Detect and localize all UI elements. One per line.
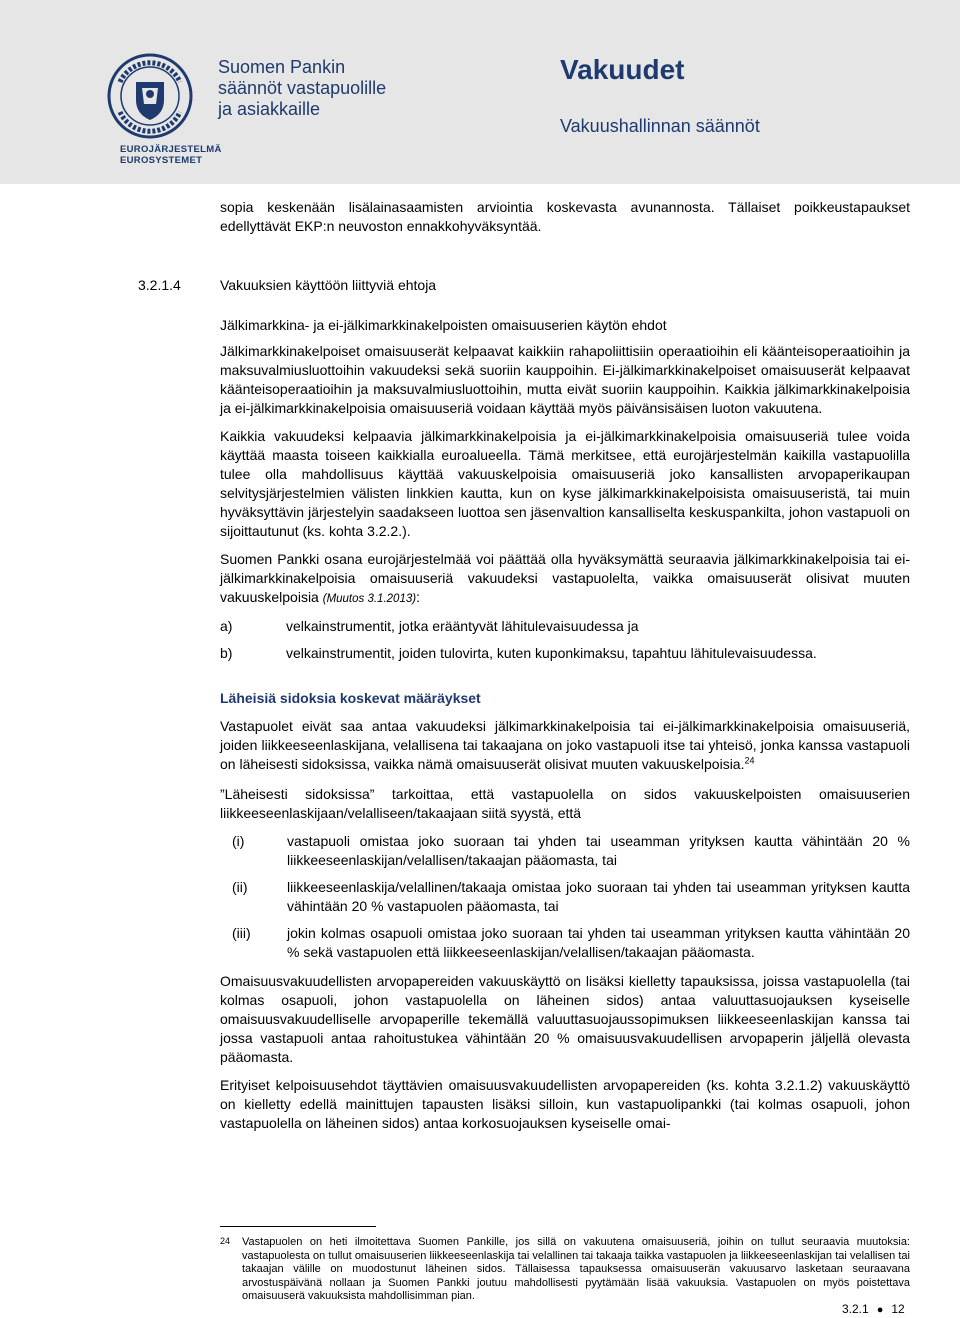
- list-text-i: vastapuoli omistaa joko suoraan tai yhden tai useamman yrityksen kautta vähintään 20 % liikkeeseenlaskijan/velallisen/takaajan pääomasta, tai: [287, 833, 910, 868]
- list-label-ii: (ii): [232, 879, 248, 895]
- suomen-pankki-seal-icon: [100, 52, 200, 144]
- footnote-number: 24: [220, 1236, 231, 1246]
- list-item-b: [220, 644, 910, 663]
- list-text-ii: liikkeeseenlaskija/velallinen/takaaja omistaa joko suoraan tai yhden tai useamman yrityksen kautta vähintään 20 % vastapuolen pääomasta, tai: [287, 879, 910, 914]
- bullet-icon: ●: [876, 1304, 884, 1316]
- list-text-b: velkainstrumentit, joiden tulovirta, kuten kuponkimaksu, tapahtuu lähitulevaisuudessa.: [286, 645, 817, 661]
- organization-name: [218, 57, 386, 120]
- section-title: Vakuuksien käyttöön liittyviä ehtoja: [220, 277, 437, 293]
- intro-paragraph: sopia keskenään lisälainasaamisten arviointia koskevasta avunannosta. Tällaiset poikkeustapaukset edellyttävät EKP:n neuvoston ennakkohyväksyntää.: [220, 199, 910, 234]
- subheading: Jälkimarkkina- ja ei-jälkimarkkinakelpoisten omaisuuserien käytön ehdot: [220, 317, 667, 333]
- list-text-iii: jokin kolmas osapuoli omistaa joko suoraan tai yhden tai useamman yrityksen kautta vähintään 20 % sekä vastapuolen että liikkeeseenlaskijan/velallisen/takaajan pääomasta.: [287, 925, 910, 960]
- page-number-value: 12: [891, 1302, 905, 1316]
- list-label-iii: (iii): [232, 925, 251, 941]
- document-subtitle: Vakuushallinnan säännöt: [560, 116, 760, 136]
- page-number: [842, 1302, 905, 1316]
- footnote-separator: [220, 1226, 376, 1227]
- paragraph-3-text: Suomen Pankki osana eurojärjestelmää voi päättää olla hyväksymättä seuraavia jälkimarkkinakelpoisia tai ei-jälkimarkkinakelpoisia omaisuuseriä vakuudeksi vastapuolelta, vaikka omaisuuserät olisivat muuten vakuuskelpoisia: [220, 551, 910, 605]
- list-label-b: b): [220, 645, 233, 661]
- document-title: Vakuudet: [560, 54, 685, 85]
- list-label-i: (i): [232, 833, 245, 849]
- heading-close-links: Läheisiä sidoksia koskevat määräykset: [220, 690, 481, 706]
- document-body: [220, 198, 910, 1133]
- logo: [100, 52, 222, 166]
- paragraph-5: ”Läheisesti sidoksissa” tarkoittaa, että vastapuolella on sidos vakuuskelpoisten omaisuuserien liikkeeseenlaskijaan/velalliseen/takaajaan siitä syystä, että: [220, 786, 910, 821]
- section-number: 3.2.1.4: [138, 277, 181, 293]
- paragraph-3: [220, 550, 910, 609]
- paragraph-2: Kaikkia vakuudeksi kelpaavia jälkimarkkinakelpoisia ja ei-jälkimarkkinakelpoisia omaisuuseriä tulee voida käyttää maasta toiseen kaikkialla euroalueella. Tämä merkitsee, että eurojärjestelmän kaikilla vastapuolilla tulee olla mahdollisuus käyttää vakuuskelpoisia omaisuuseriä joko kansallisten arvopaperikaupan selvitysjärjestelmien välisten linkkien kautta, kun on kyse jälkimarkkinakelpoisista omaisuuseristä, tai muin hyväksyttävin järjestelyin saadakseen luottoa sen jäsenvaltion kansalliselta keskuspankilta, johon vastapuoli on sijoittautunut (ks. kohta 3.2.2.).: [220, 428, 910, 539]
- amendment-note: (Muutos 3.1.2013): [322, 593, 417, 605]
- page-header: [0, 0, 960, 184]
- list-item-ii: [220, 878, 910, 916]
- page-section: 3.2.1: [842, 1302, 869, 1316]
- logo-subtitle-2: EUROSYSTEMET: [120, 155, 203, 166]
- org-line-3: ja asiakkaille: [218, 99, 321, 119]
- footnote-text: Vastapuolen on heti ilmoitettava Suomen Pankille, jos sillä on vakuutena omaisuuseriä, joihin on tullut seuraavia muutoksia: vastapuolesta on tullut omaisuuserien liikkeeseenlaskija tai velallinen tai takaaja taikka vastapuolen ja liikkeeseenlaskijan tai velallisen tai takaajan välille on muodostunut läheinen sidos. Tällaisessa tapauksessa omaisuuserän vakuusarvo lasketaan seuraavana arvostuspäivänä nollaan ja Suomen Pankki joutuu mahdollisesti pyytämään lisää vakuuksia. Vastapuolen on myös poistettava omaisuuserä vakuuksista mahdollisimman pian.: [242, 1236, 910, 1302]
- paragraph-7: Erityiset kelpoisuusehdot täyttävien omaisuusvakuudellisten arvopapereiden (ks. kohta 3.2.1.2) vakuuskäyttö on kielletty edellä mainittujen tapausten lisäksi silloin, kun vastapuolipankki (tai kolmas osapuoli, johon vastapuolella on läheinen sidos) antaa korkosuojauksen kyseiselle omai-: [220, 1077, 910, 1131]
- logo-subtitle-1: EUROJÄRJESTELMÄ: [120, 144, 222, 155]
- list-label-a: a): [220, 618, 233, 634]
- list-item-a: [220, 617, 910, 636]
- org-line-2: säännöt vastapuolille: [218, 78, 387, 98]
- paragraph-4-text: Vastapuolet eivät saa antaa vakuudeksi jälkimarkkinakelpoisia tai ei-jälkimarkkinakelpoisia omaisuuseriä, joiden liikkeeseenlaskijana, velallisena tai takaajana on joko vastapuoli itse tai yhteisö, jonka kanssa vastapuoli on läheisesti sidoksissa, vaikka nämä omaisuuserät olisivat muuten vakuuskelpoisia.: [220, 718, 910, 772]
- footnote-reference: 24: [744, 755, 755, 766]
- paragraph-1: Jälkimarkkinakelpoiset omaisuuserät kelpaavat kaikkiin rahapoliittisiin operaatioihin eli käänteisoperaatioihin ja maksuvalmiusluottoihin vakuudeksi sekä suoriin kauppoihin. Ei-jälkimarkkinakelpoiset omaisuuserät kelpaavat käänteisoperaatioihin ja maksuvalmiusluottoihin, mutta eivät suoriin kauppoihin. Kaikkia jälkimarkkinakelpoisia ja ei-jälkimarkkinakelpoisia omaisuuseriä voidaan käyttää myös päivänsisäisen luoton vakuutena.: [220, 343, 910, 416]
- paragraph-6: Omaisuusvakuudellisten arvopapereiden vakuuskäyttö on lisäksi kielletty tapauksissa, joissa vastapuolella (tai kolmas osapuoli, johon vastapuolella on läheinen sidos) antaa valuuttasuojauksen kyseiselle omaisuusvakuudelliselle arvopaperille tekemällä valuuttasuojaussopimuksen liikkeeseenlaskijan kanssa tai jossa vastapuoli antaa rahoitustukea vähintään 20 % omaisuusvakuudellisen arvopaperin jäljellä olevasta pääomasta.: [220, 973, 910, 1065]
- org-line-1: Suomen Pankin: [218, 57, 346, 77]
- list-text-a: velkainstrumentit, jotka erääntyvät lähitulevaisuudessa ja: [286, 618, 639, 634]
- footnote: [220, 1236, 910, 1304]
- list-item-i: [220, 832, 910, 870]
- list-item-iii: [220, 924, 910, 962]
- paragraph-3-end: :: [416, 589, 420, 605]
- paragraph-4: [220, 717, 910, 774]
